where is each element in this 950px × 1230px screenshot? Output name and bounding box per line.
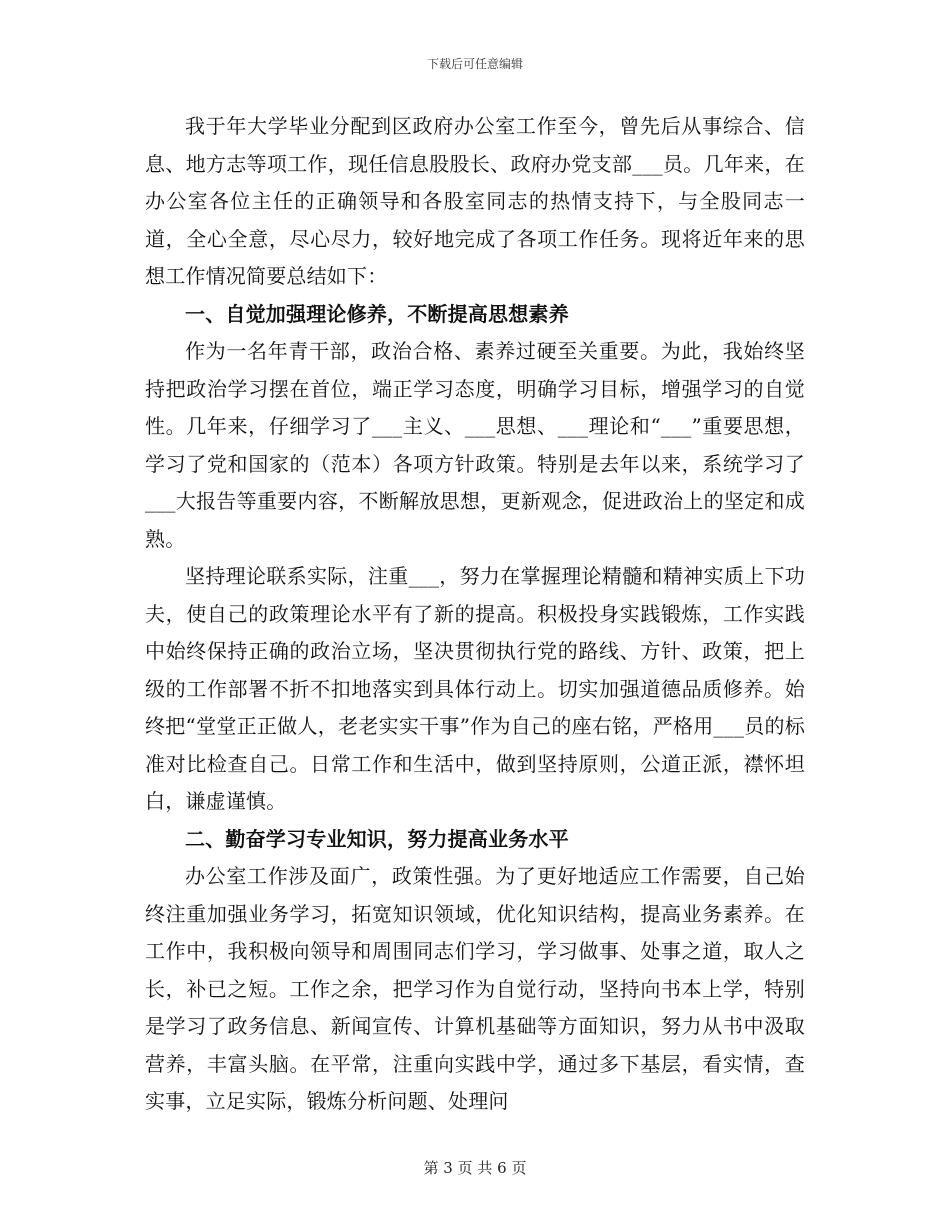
- document-body: [145, 108, 805, 1121]
- section-heading-1: 一、自觉加强理论修养，不断提高思想素养: [185, 301, 569, 326]
- page-number: 第 3 页 共 6 页: [423, 1159, 527, 1177]
- section-2-paragraph-1: 办公室工作涉及面广，政策性强。为了更好地适应工作需要，自己始终注重加强业务学习，拓宽知识领域，优化知识结构，提高业务素养。在工作中，我积极向领导和周围同志们学习，学习做事、处事之道，取人之长，补已之短。工作之余，把学习作为自觉行动，坚持向书本上学，特别是学习了政务信息、新闻宣传、计算机基础等方面知识，努力从书中汲取营养，丰富头脑。在平常，注重向实践中学，通过多下基层，看实情，查实事，立足实际，锻炼分析问题、处理问: [145, 864, 805, 1113]
- section-1-paragraph-1: 作为一名年青干部，政治合格、素养过硬至关重要。为此，我始终坚持把政治学习摆在首位，端正学习态度，明确学习目标，增强学习的自觉性。几年来，仔细学习了___主义、___思想、___理论和“___”重要思想，学习了党和国家的（范本）各项方针政策。特别是去年以来，系统学习了___大报告等重要内容，不断解放思想，更新观念，促进政治上的坚定和成熟。: [145, 339, 805, 551]
- section-1-paragraph-2: 坚持理论联系实际，注重___，努力在掌握理论精髓和精神实质上下功夫，使自己的政策理论水平有了新的提高。积极投身实践锻炼，工作实践中始终保持正确的政治立场，坚决贯彻执行党的路线、方针、政策，把上级的工作部署不折不扣地落实到具体行动上。切实加强道德品质修养。始终把“堂堂正正做人，老老实实干事”作为自己的座右铭，严格用___员的标准对比检查自己。日常工作和生活中，做到坚持原则，公道正派，襟怀坦白，谦虚谨慎。: [145, 564, 805, 813]
- page-header: 下载后可任意编辑: [426, 57, 523, 71]
- intro-paragraph: 我于年大学毕业分配到区政府办公室工作至今，曾先后从事综合、信息、地方志等项工作，现任信息股股长、政府办党支部___员。几年来，在办公室各位主任的正确领导和各股室同志的热情支持下，与全股同志一道，全心全意，尽心尽力，较好地完成了各项工作任务。现将近年来的思想工作情况简要总结如下：: [145, 114, 805, 288]
- section-heading-2: 二、勤奋学习专业知识，努力提高业务水平: [185, 826, 569, 851]
